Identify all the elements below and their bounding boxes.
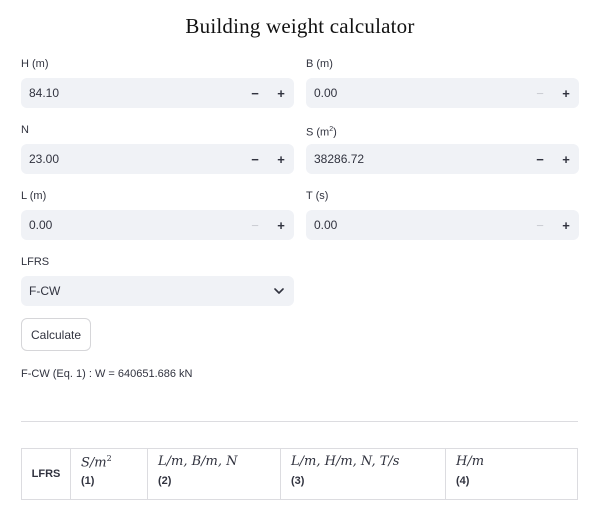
t-label: T (s) xyxy=(306,190,329,202)
lfrs-label: LFRS xyxy=(21,256,50,268)
h-increment-button[interactable]: + xyxy=(277,85,285,101)
table-cell-variables: L/m, B/m, N xyxy=(158,454,238,469)
reference-table xyxy=(21,448,578,500)
lfrs-selected-value[interactable]: F-CW xyxy=(29,284,61,298)
t-decrement-button[interactable]: − xyxy=(536,217,544,233)
s-field xyxy=(306,122,579,174)
t-field xyxy=(306,188,579,240)
h-field xyxy=(21,56,294,108)
s-label-exponent: 2 xyxy=(329,126,334,133)
table-cell-variables xyxy=(71,449,147,472)
table-row-header: LFRS xyxy=(22,449,71,500)
s-value[interactable]: 38286.72 xyxy=(314,152,365,166)
l-label: L (m) xyxy=(21,190,47,202)
table-row xyxy=(22,449,578,500)
s-label xyxy=(306,122,579,138)
table-cell xyxy=(148,449,281,500)
l-decrement-button[interactable]: − xyxy=(251,217,259,233)
table-cell-equation: (3) xyxy=(291,475,305,487)
t-increment-button[interactable]: + xyxy=(562,217,570,233)
table-cell-variables: H/m xyxy=(456,454,485,469)
page-title: Building weight calculator xyxy=(185,14,415,38)
s-increment-button[interactable]: + xyxy=(562,151,570,167)
h-decrement-button[interactable]: − xyxy=(251,85,259,101)
n-label: N xyxy=(21,124,29,136)
lfrs-field xyxy=(21,254,294,306)
s-decrement-button[interactable]: − xyxy=(536,151,544,167)
h-value[interactable]: 84.10 xyxy=(29,86,60,100)
h-label: H (m) xyxy=(21,58,49,70)
b-number-input[interactable] xyxy=(306,78,579,108)
lfrs-select[interactable] xyxy=(21,276,294,306)
t-number-input[interactable] xyxy=(306,210,579,240)
s-number-input[interactable] xyxy=(306,144,579,174)
b-value[interactable]: 0.00 xyxy=(314,86,338,100)
table-cell-equation: (1) xyxy=(81,475,95,487)
l-number-input[interactable] xyxy=(21,210,294,240)
n-number-input[interactable] xyxy=(21,144,294,174)
divider xyxy=(21,421,578,422)
table-cell-equation: (2) xyxy=(158,475,172,487)
b-field xyxy=(306,56,579,108)
b-decrement-button[interactable]: − xyxy=(536,85,544,101)
l-field xyxy=(21,188,294,240)
table-cell xyxy=(71,449,148,500)
chevron-down-icon[interactable] xyxy=(264,288,294,295)
result-text: F-CW (Eq. 1) : W = 640651.686 kN xyxy=(21,368,193,380)
table-cell-exponent: 2 xyxy=(106,454,112,463)
n-increment-button[interactable]: + xyxy=(277,151,285,167)
s-label-text: S (m xyxy=(306,126,330,139)
t-value[interactable]: 0.00 xyxy=(314,218,338,232)
l-increment-button[interactable]: + xyxy=(277,217,285,233)
l-value[interactable]: 0.00 xyxy=(29,218,53,232)
n-field xyxy=(21,122,294,174)
b-increment-button[interactable]: + xyxy=(562,85,570,101)
table-cell-variables: L/m, H/m, N, T/s xyxy=(291,454,400,469)
table-cell-variables-text: S/m xyxy=(81,455,107,471)
n-decrement-button[interactable]: − xyxy=(251,151,259,167)
calculate-button[interactable]: Calculate xyxy=(21,318,91,351)
n-value[interactable]: 23.00 xyxy=(29,152,60,166)
table-cell xyxy=(281,449,446,500)
table-cell-equation: (4) xyxy=(456,475,470,487)
b-label: B (m) xyxy=(306,58,333,70)
table-cell xyxy=(446,449,578,500)
s-label-close: ) xyxy=(333,126,337,139)
h-number-input[interactable] xyxy=(21,78,294,108)
